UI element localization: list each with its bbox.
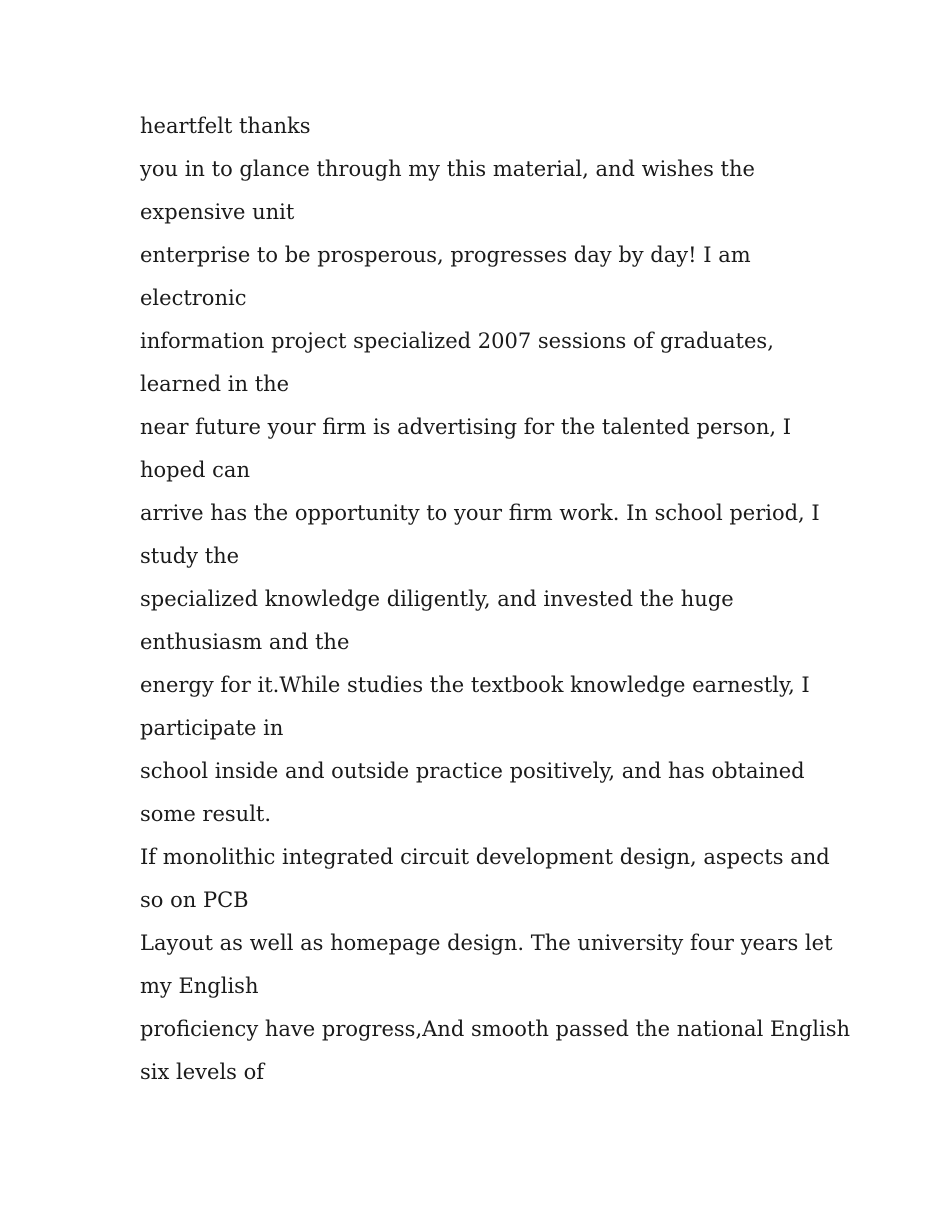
text-line: electronic xyxy=(140,286,247,310)
text-line: hoped can xyxy=(140,458,250,482)
text-line: enthusiasm and the xyxy=(140,630,350,654)
text-line: participate in xyxy=(140,716,284,740)
text-line: expensive unit xyxy=(140,200,295,224)
text-line: proficiency have progress,And smooth passed the national English xyxy=(140,1017,851,1041)
text-line: learned in the xyxy=(140,372,290,396)
text-line: energy for it.While studies the textbook knowledge earnestly, I xyxy=(140,673,810,697)
text-line: some result. xyxy=(140,802,272,826)
text-line: so on PCB xyxy=(140,888,249,912)
text-line: school inside and outside practice positively, and has obtained xyxy=(140,759,805,783)
text-line: arrive has the opportunity to your firm work. In school period, I xyxy=(140,501,820,525)
text-line: enterprise to be prosperous, progresses day by day! I am xyxy=(140,243,751,267)
text-line: Layout as well as homepage design. The university four years let xyxy=(140,931,833,955)
document-body xyxy=(140,105,851,1094)
text-line: six levels of xyxy=(140,1060,265,1084)
text-line: specialized knowledge diligently, and invested the huge xyxy=(140,587,734,611)
text-line: study the xyxy=(140,544,240,568)
text-line: you in to glance through my this material, and wishes the xyxy=(140,157,755,181)
text-line: If monolithic integrated circuit development design, aspects and xyxy=(140,845,830,869)
text-line: near future your firm is advertising for the talented person, I xyxy=(140,415,792,439)
text-line: information project specialized 2007 sessions of graduates, xyxy=(140,329,774,353)
text-line: my English xyxy=(140,974,259,998)
text-line: heartfelt thanks xyxy=(140,114,311,138)
